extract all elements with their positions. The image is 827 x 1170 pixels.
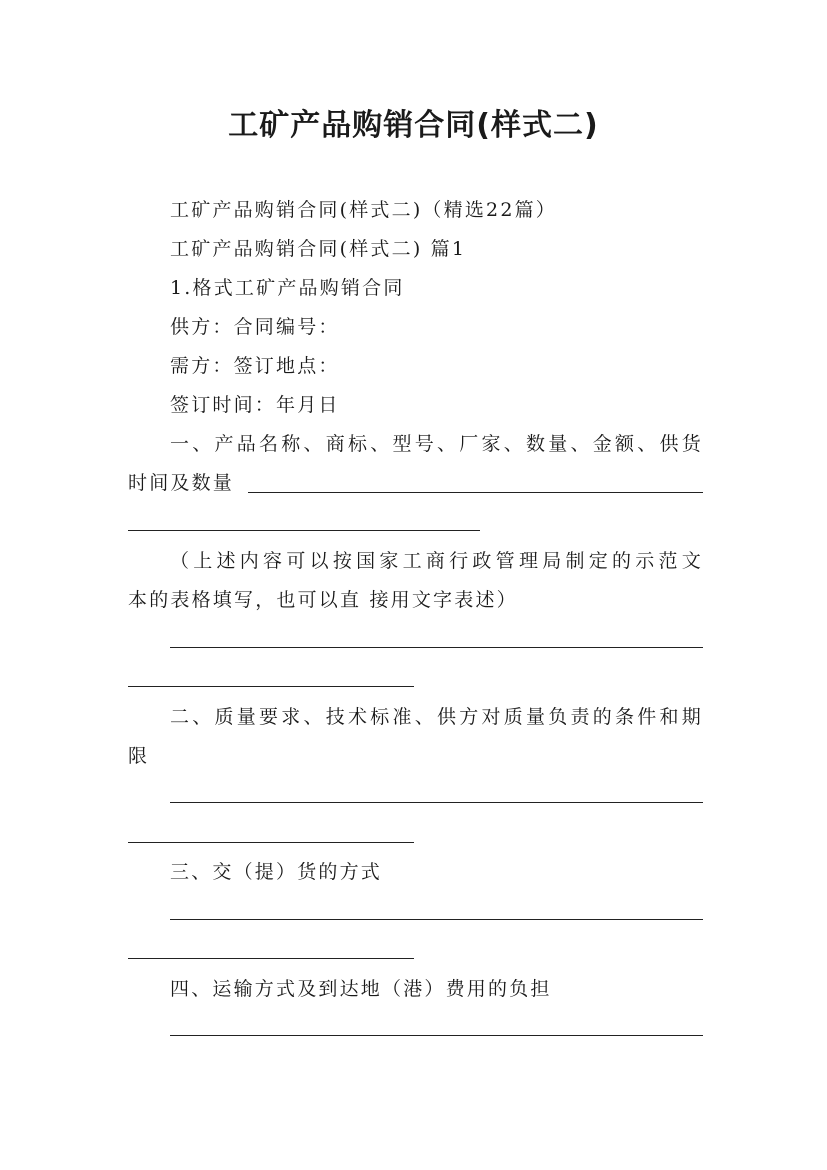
fill-in-blank bbox=[128, 842, 414, 843]
section-2-line-a: 二、质量要求、技术标准、供方对质量负责的条件和期 bbox=[170, 706, 703, 728]
sign-time-line: 签订时间：年月日 bbox=[170, 394, 340, 416]
page-title: 工矿产品购销合同(样式二) bbox=[228, 108, 599, 143]
fill-in-blank bbox=[128, 686, 414, 687]
chapter-heading: 工矿产品购销合同(样式二) 篇1 bbox=[170, 238, 467, 260]
fill-in-blank bbox=[170, 1035, 703, 1036]
fill-in-blank bbox=[128, 958, 414, 959]
section-1-line-a: 一、产品名称、商标、型号、厂家、数量、金额、供货 bbox=[170, 433, 703, 455]
fill-in-blank bbox=[170, 802, 703, 803]
item-1-heading: 1.格式工矿产品购销合同 bbox=[170, 277, 405, 299]
fill-in-blank bbox=[170, 647, 703, 648]
section-3-heading: 三、交（提）货的方式 bbox=[170, 861, 383, 883]
note-line-b: 本的表格填写，也可以直 接用文字表述） bbox=[128, 589, 518, 611]
section-4-heading: 四、运输方式及到达地（港）费用的负担 bbox=[170, 978, 552, 1000]
fill-in-blank bbox=[248, 492, 703, 493]
fill-in-blank bbox=[170, 919, 703, 920]
note-line-a: （上述内容可以按国家工商行政管理局制定的示范文 bbox=[170, 550, 703, 572]
section-2-line-b: 限 bbox=[128, 745, 150, 767]
buyer-line: 需方：签订地点： bbox=[170, 355, 340, 377]
supplier-line: 供方：合同编号： bbox=[170, 316, 340, 338]
subtitle-line: 工矿产品购销合同(样式二)（精选22篇） bbox=[170, 199, 558, 221]
fill-in-blank bbox=[128, 530, 480, 531]
section-1-line-b: 时间及数量 bbox=[128, 472, 235, 494]
